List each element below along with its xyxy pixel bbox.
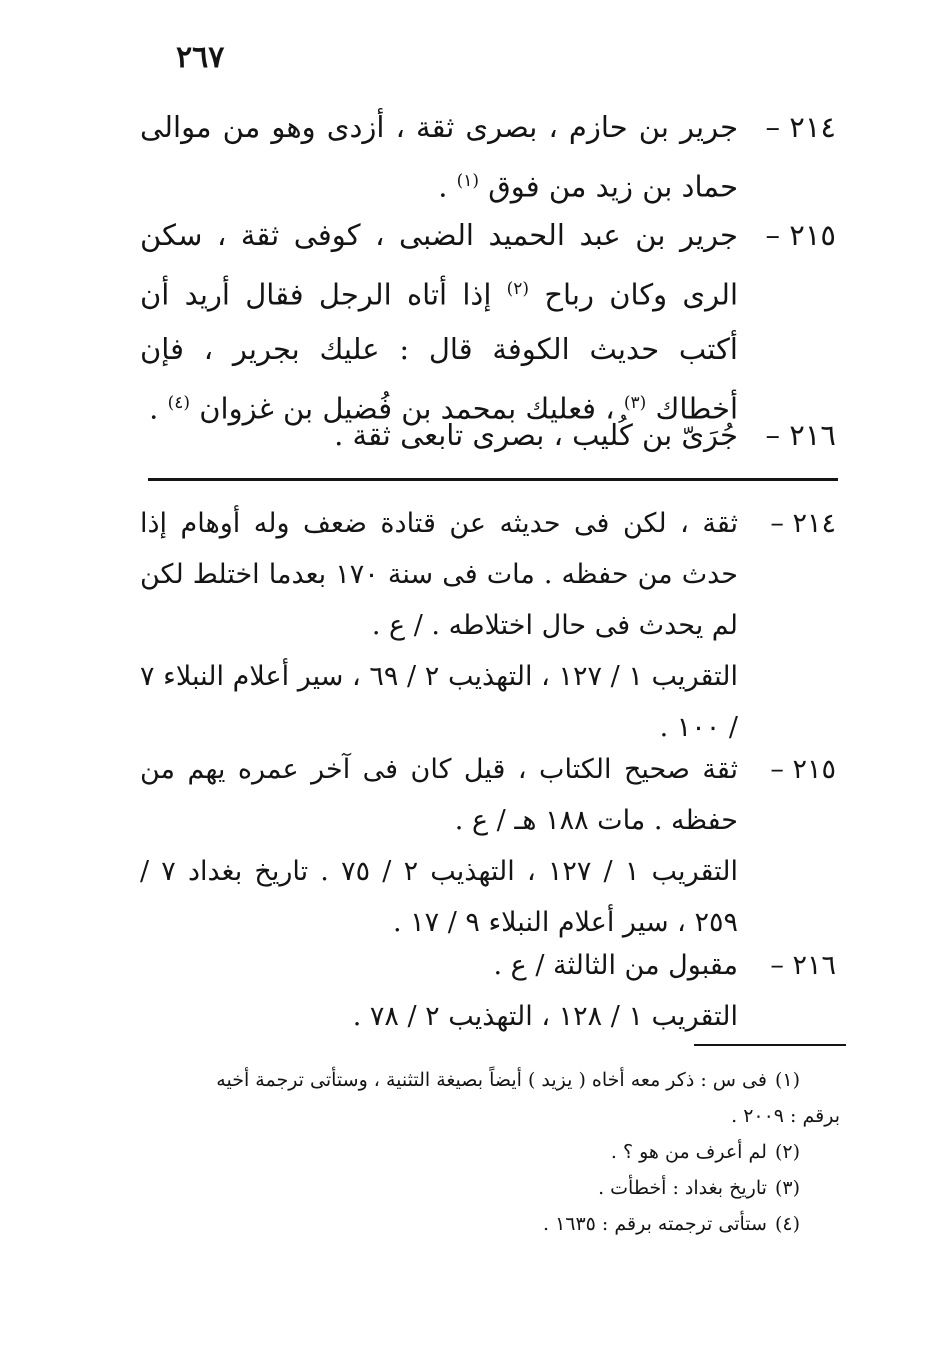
entry-215 bbox=[140, 208, 836, 435]
commentary-text: ثقة ، لكن فى حديثه عن قتادة ضعف وله أوهام إذا حدث من حفظه . مات فى سنة ١٧٠ بعدما اختلط لكن لم يحدث فى حال اختلاطه . / ع . bbox=[140, 508, 738, 641]
entry-number: ٢١٤ – bbox=[765, 110, 836, 144]
page-number: ٢٦٧ bbox=[176, 40, 225, 75]
commentary-214 bbox=[140, 498, 836, 753]
commentary-number: ٢١٥ – bbox=[770, 754, 836, 785]
footnote-mark: (٤) bbox=[774, 1213, 800, 1235]
commentary-text: ثقة صحيح الكتاب ، قيل كان فى آخر عمره يهم من حفظه . مات ١٨٨ هـ / ع . bbox=[140, 754, 738, 836]
entry-number: ٢١٦ – bbox=[765, 418, 836, 452]
commentary-references: التقريب ١ / ١٢٧ ، التهذيب ٢ / ٧٥ . تاريخ بغداد ٧ / ٢٥٩ ، سير أعلام النبلاء ٩ / ١٧ . bbox=[140, 856, 738, 938]
entry-text: جرير بن حازم ، بصرى ثقة ، أزدى وهو من موالى حماد بن زيد من فوق $^{(١)}$ . bbox=[140, 110, 738, 204]
entry-214 bbox=[140, 100, 836, 214]
commentary-references: التقريب ١ / ١٢٧ ، التهذيب ٢ / ٦٩ ، سير أعلام النبلاء ٧ / ١٠٠ . bbox=[140, 661, 739, 743]
footnote-ref-2[interactable]: (٢) bbox=[506, 279, 530, 299]
footnote-4: (٤)ستأتى ترجمته برقم : ١٦٣٥ . bbox=[542, 1213, 800, 1235]
entry-216 bbox=[140, 408, 836, 462]
commentary-215 bbox=[140, 744, 836, 948]
section-divider bbox=[148, 478, 838, 481]
footnote-1: (١)فى س : ذكر معه أخاه ( يزيد ) أيضاً بصيغة التثنية ، وستأتى ترجمة أخيه برقم : ٢٠٠٩ . bbox=[216, 1069, 840, 1127]
footnote-2: (٢)لم أعرف من هو ؟ . bbox=[610, 1141, 800, 1163]
commentary-number: ٢١٤ – bbox=[770, 508, 836, 539]
commentary-number: ٢١٦ – bbox=[770, 950, 836, 981]
footnote-ref-3[interactable]: (٣) bbox=[623, 392, 647, 413]
footnote-mark: (٢) bbox=[774, 1141, 800, 1163]
commentary-216 bbox=[140, 940, 836, 1042]
footnote-divider bbox=[694, 1044, 846, 1046]
footnote-3: (٣)تاريخ بغداد : أخطأت . bbox=[598, 1177, 800, 1199]
commentary-text: مقبول من الثالثة / ع . bbox=[493, 950, 738, 981]
footnote-ref-4[interactable]: (٤) bbox=[167, 392, 190, 413]
footnote-ref-1[interactable]: (١) bbox=[456, 171, 480, 191]
footnotes bbox=[138, 1062, 840, 1242]
footnote-mark: (١) bbox=[774, 1069, 800, 1091]
footnote-mark: (٣) bbox=[774, 1177, 800, 1199]
entry-text: جُرَىّ بن كُليب ، بصرى تابعى ثقة . bbox=[334, 418, 738, 452]
entry-text: جرير بن عبد الحميد الضبى ، كوفى ثقة ، سكن الرى وكان رباح $^{(٢)}$ إذا أتاه الرجل فقال أريد أن أكتب حديث الكوفة قال : عليك بجرير ، فإن أخطاك $^{(٣)}$ ، فعليك بمحمد بن فُضيل بن غزوان $^{(٤)}$ . bbox=[140, 218, 739, 426]
commentary-references: التقريب ١ / ١٢٨ ، التهذيب ٢ / ٧٨ . bbox=[352, 1001, 738, 1032]
entry-number: ٢١٥ – bbox=[765, 218, 836, 252]
